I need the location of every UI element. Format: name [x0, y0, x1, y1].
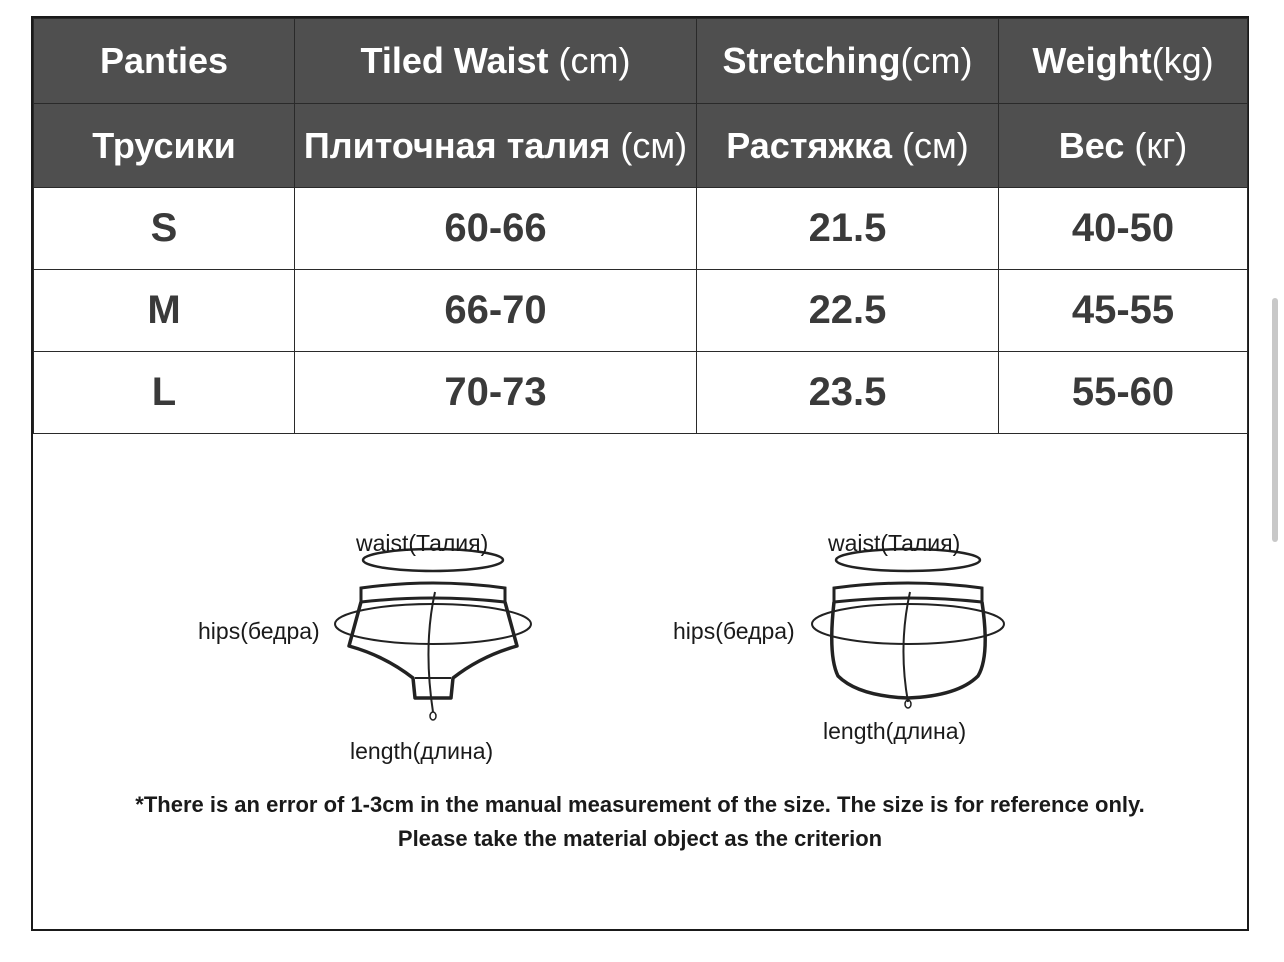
size-table [33, 18, 1248, 434]
table-row [34, 270, 1248, 352]
weight-cell: 40-50 [999, 188, 1248, 270]
stretching-cell: 21.5 [697, 188, 999, 270]
length-label: length(длина) [350, 738, 494, 764]
header-cell: Вес (кг) [999, 104, 1248, 188]
measurement-note-line2: Please take the material object as the criterion [397, 826, 883, 851]
stretching-cell: 22.5 [697, 270, 999, 352]
header-cell: Трусики [34, 104, 295, 188]
weight-cell: 55-60 [999, 352, 1248, 434]
waist-cell: 60-66 [295, 188, 697, 270]
measurement-diagram [33, 436, 1247, 929]
waist-cell: 66-70 [295, 270, 697, 352]
header-row-english [34, 19, 1248, 104]
header-cell: Weight(kg) [999, 19, 1248, 104]
length-label: length(длина) [823, 718, 967, 744]
size-chart [31, 16, 1249, 931]
size-cell: S [34, 188, 295, 270]
header-cell: Tiled Waist (cm) [295, 19, 697, 104]
stretching-cell: 23.5 [697, 352, 999, 434]
table-row [34, 352, 1248, 434]
table-row [34, 188, 1248, 270]
header-cell: Растяжка (см) [697, 104, 999, 188]
weight-cell: 45-55 [999, 270, 1248, 352]
header-cell: Panties [34, 19, 295, 104]
waist-cell: 70-73 [295, 352, 697, 434]
brief-panties-illustration [323, 546, 543, 736]
measurement-note-line1: *There is an error of 1-3cm in the manual measurement of the size. The size is for reference only. [135, 792, 1145, 817]
header-row-russian [34, 104, 1248, 188]
waist-label: waist(Талия) [828, 530, 961, 556]
vertical-scrollbar[interactable] [1272, 298, 1278, 542]
header-cell: Stretching(cm) [697, 19, 999, 104]
waist-label: waist(Талия) [356, 530, 489, 556]
header-cell: Плиточная талия (см) [295, 104, 697, 188]
size-cell: L [34, 352, 295, 434]
hips-label: hips(бедра) [673, 618, 795, 644]
boyshort-panties-illustration [798, 546, 1018, 716]
size-cell: M [34, 270, 295, 352]
hips-label: hips(бедра) [198, 618, 320, 644]
